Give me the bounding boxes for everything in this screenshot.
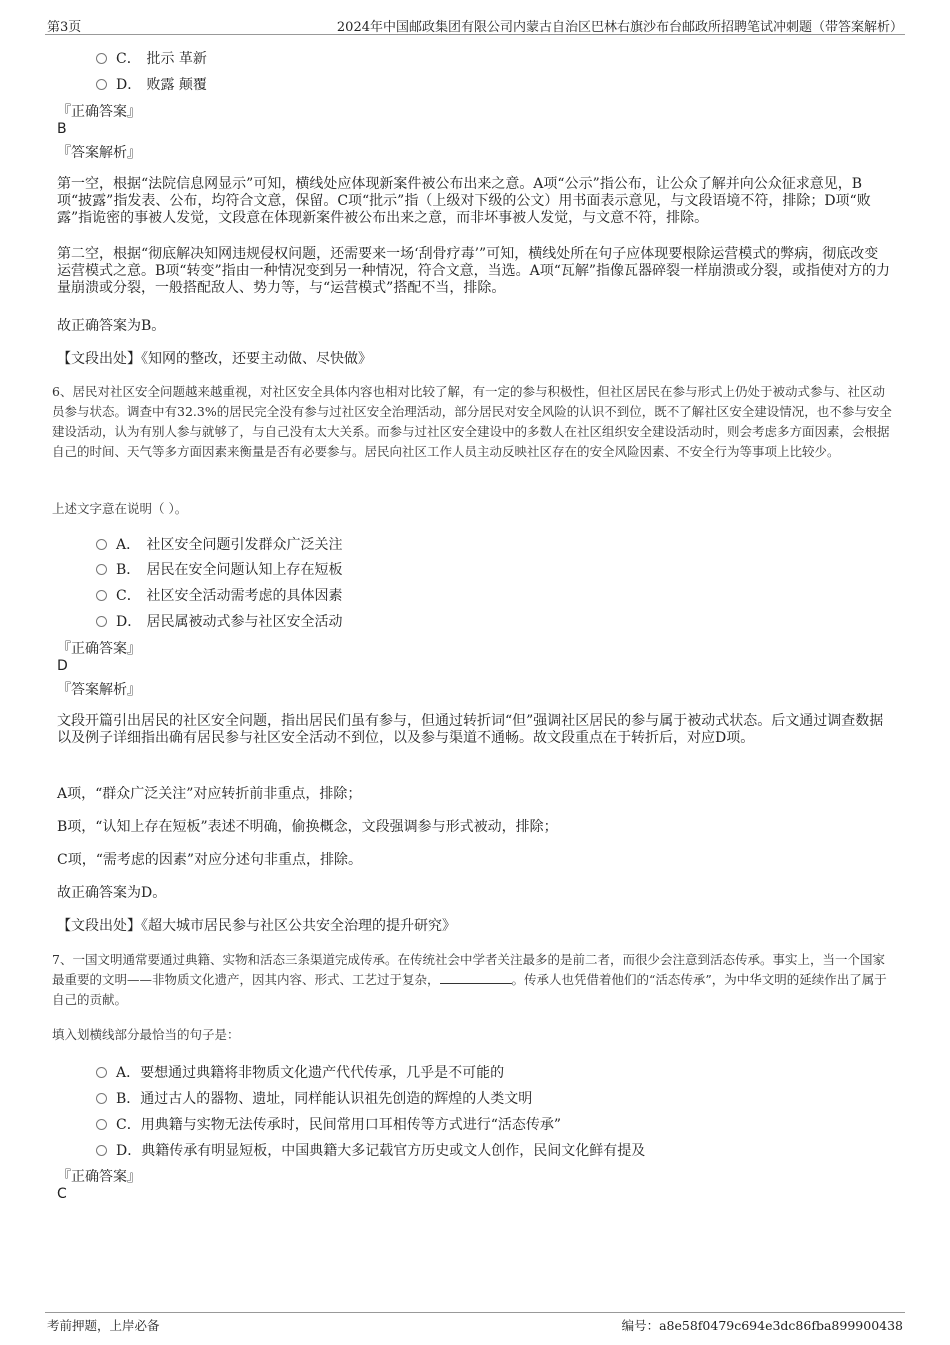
footer-slogan: 考前押题，上岸必备 [47,1318,160,1333]
radio-icon[interactable] [96,564,107,575]
q6-analysis-2: A项，“群众广泛关注”对应转折前非重点，排除； [57,786,362,802]
page-header [45,14,905,35]
q6-conclusion: 故正确答案为D。 [57,885,167,901]
radio-icon[interactable] [96,539,107,550]
radio-icon[interactable] [96,53,107,64]
q6-option-d[interactable]: D． 居民属被动式参与社区安全活动 [96,611,342,631]
q6-analysis-3: B项，“认知上存在短板”表述不明确，偷换概念，文段强调参与形式被动，排除； [57,819,558,835]
q6-option-b[interactable]: B． 居民在安全问题认知上存在短板 [96,559,342,579]
q6-stem: 6、居民对社区安全问题越来越重视，对社区安全具体内容也相对比较了解，有一定的参与积极性，但社区居民在参与形式上仍处于被动式参与、社区动员参与状态。调查中有32.3%的居民完全没有参与过社区安全治理活动，部分居民对安全风险的认识不到位，既不了解社区安全建设情况，也不参与安全建设活动，认为有别人参与就够了，与自己没有太大关系。而参与过社区安全建设中的多数人在社区组织安全建设活动时，则会考虑多方面因素，会根据自己的时间、天气等多方面因素来衡量是否有必要参与。居民向社区工作人员主动反映社区存在的安全风险因素、不安全行为等事项上比较少。 [52,384,892,459]
q6-analysis-4: C项，“需考虑的因素”对应分述句非重点，排除。 [57,852,363,868]
q5-analysis-1: 第一空，根据“法院信息网显示”可知，横线处应体现新案件被公布出来之意。A项“公示”指公布，让公众了解并向公众征求意见，B项“披露”指发表、公布，均符合文意，保留。C项“批示”指（上级对下级的公文）用书面表示意见，与文段语境不符，排除；D项“败露”指诡密的事被人发觉，文段意在体现新案件被公布出来之意，而非坏事被人发觉，与文意不符，排除。 [57,176,871,226]
q7-prompt: 填入划横线部分最恰当的句子是： [52,1027,240,1042]
radio-icon[interactable] [96,616,107,627]
q5-option-d[interactable]: D． 败露 颠覆 [96,74,207,94]
q7-stem: 7、一国文明通常要通过典籍、实物和活态三条渠道完成传承。在传统社会中学者关注最多的是前二者，而很少会注意到活态传承。事实上，当一个国家最重要的文明——非物质文化遗产，因其内容、形式、工艺过于复杂， 。传承人也凭借着他们的“活态传承”，为中华文明的延续作出了属于自己的贡献。 [52,952,887,1007]
q6-option-c[interactable]: C． 社区安全活动需考虑的具体因素 [96,585,342,605]
radio-icon[interactable] [96,1067,107,1078]
q7-option-c[interactable]: C．用典籍与实物无法传承时，民间常用口耳相传等方式进行“活态传承” [96,1114,561,1134]
footer-code: 编号：a8e58f0479c694e3dc86fba899900438 [621,1318,903,1333]
q6-analysis-1: 文段开篇引出居民的社区安全问题，指出居民们虽有参与，但通过转折词“但”强调社区居民的参与属于被动式状态。后文通过调查数据以及例子详细指出确有居民参与社区安全活动不到位，以及参与渠道不通畅。故文段重点在于转折后，对应D项。 [57,713,884,746]
q6-source: 【文段出处】《超大城市居民参与社区公共安全治理的提升研究》 [57,918,456,934]
q5-source: 【文段出处】《知网的整改，还要主动做、尽快做》 [57,351,372,367]
q7-option-b[interactable]: B．通过古人的器物、遗址，同样能认识祖先创造的辉煌的人类文明 [96,1088,532,1108]
q5-answer: B [57,121,67,137]
radio-icon[interactable] [96,1145,107,1156]
fill-blank [440,971,512,984]
q5-conclusion: 故正确答案为B。 [57,318,166,334]
q6-option-a[interactable]: A． 社区安全问题引发群众广泛关注 [96,534,342,554]
q6-prompt: 上述文字意在说明（ ）。 [52,501,188,516]
q5-analysis-2: 第二空，根据“彻底解决知网违规侵权问题，还需要来一场‘刮骨疗毒’”可知，横线处所在句子应体现要根除运营模式的弊病，彻底改变运营模式之意。B项“转变”指由一种情况变到另一种情况，符合文意，当选。A项“瓦解”指像瓦器碎裂一样崩溃或分裂，或指使对方的力量崩溃或分裂，一般搭配敌人、势力等，与“运营模式”搭配不当，排除。 [57,246,891,296]
radio-icon[interactable] [96,1119,107,1130]
q7-option-d[interactable]: D．典籍传承有明显短板，中国典籍大多记载官方历史或文人创作，民间文化鲜有提及 [96,1140,645,1160]
radio-icon[interactable] [96,79,107,90]
page-footer [45,1312,905,1335]
radio-icon[interactable] [96,1093,107,1104]
document-title: 2024年中国邮政集团有限公司内蒙古自治区巴林右旗沙布台邮政所招聘笔试冲刺题（带答案解析） [336,20,903,35]
q5-option-c[interactable]: C． 批示 革新 [96,48,207,68]
q6-answer: D [57,658,68,674]
correct-answer-label: 『正确答案』 [57,641,141,657]
analysis-label: 『答案解析』 [57,682,141,698]
page-number: 第3页 [47,20,82,35]
analysis-label: 『答案解析』 [57,145,141,161]
correct-answer-label: 『正确答案』 [57,104,141,120]
q7-answer: C [57,1186,67,1202]
correct-answer-label: 『正确答案』 [57,1169,141,1185]
q7-option-a[interactable]: A．要想通过典籍将非物质文化遗产代代传承，几乎是不可能的 [96,1062,504,1082]
radio-icon[interactable] [96,590,107,601]
